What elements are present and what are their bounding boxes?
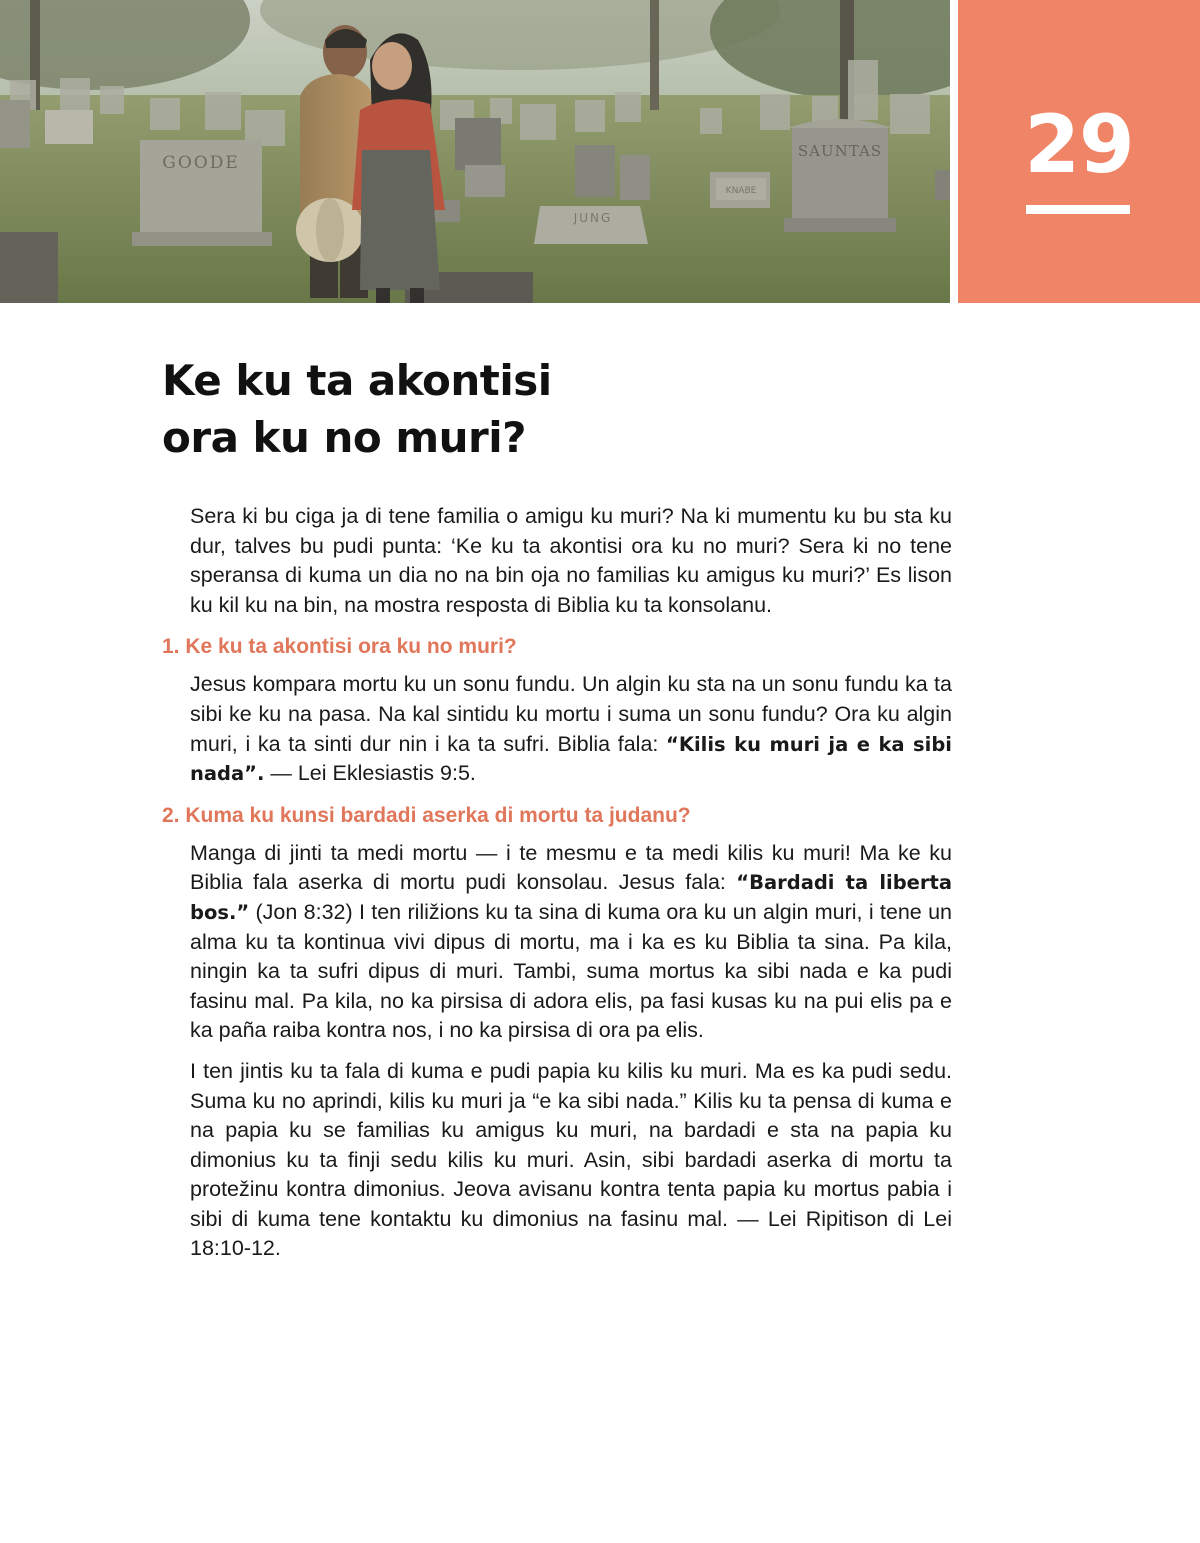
article-body bbox=[162, 502, 952, 1275]
knabe-inscription: KNABE bbox=[725, 186, 757, 196]
section1-quote: “Kilis ku muri ja e ka sibi nada”. bbox=[190, 732, 952, 786]
sauntas-inscription: SAUNTAS bbox=[797, 142, 883, 160]
cemetery-illustration bbox=[0, 0, 950, 303]
intro-paragraph: Sera ki bu ciga ja di tene familia o amigu ku muri? Na ki mumentu ku bu sta ku dur, talves bu pudi punta: ‘Ke ku ta akontisi ora ku no muri? Sera ki no tene speransa di kuma un dia no na bin oja no familias ku amigus ku muri?’ Es lison ku kil ku na bin, na mostra resposta di Biblia ku ta konsolanu. bbox=[190, 504, 952, 617]
page-title-line1: Ke ku ta akontisi bbox=[162, 356, 552, 405]
section1-text-a: Jesus kompara mortu ku un sonu fundu. Un algin ku sta na un sonu fundu ka ta sibi ke ku na pasa. Na kal sintidu ku mortu i suma un sonu fundu? Ora ku algin muri, i ka ta sinti dur nin i ka ta sufri. Biblia fala: bbox=[190, 672, 952, 756]
section2-p1-text-a: Manga di jinti ta medi mortu — i te mesmu e ta medi kilis ku muri! Ma ke ku Biblia fala aserka di mortu pudi konsolau. Jesus fala: bbox=[190, 840, 952, 895]
section2-paragraph1 bbox=[190, 839, 952, 1046]
page-title-line2: ora ku no muri? bbox=[162, 413, 526, 462]
section2-heading: 2. Kuma ku kunsi bardadi aserka di mortu ta judanu? bbox=[162, 803, 691, 827]
page-title bbox=[162, 352, 882, 466]
section1-text-b: — Lei Eklesiastis 9:5. bbox=[264, 761, 476, 786]
goode-inscription: GOODE bbox=[162, 153, 240, 173]
section2-p1-text-b: (Jon 8:32) I ten riližions ku ta sina di kuma ora ku un algin muri, i tene un alma ku ta kontinua vivi dipus di mortu, ma i ka es ku Biblia ta sina. Pa kila, ningin ka ta sufri dipus di muri. Tambi, suma mortus ka sibi nada e ka pudi fasinu mal. Pa kila, no ka pirsisa di adora elis, pa fasi kusas ku na pui elis pa e ka paña raiba kontra nos, i no ka pirsisa di ora pa elis. bbox=[190, 899, 952, 1043]
section1-paragraph bbox=[190, 670, 952, 788]
section2-p1-quote: “Bardadi ta liberta bos.” bbox=[190, 871, 952, 924]
chapter-number: 29 bbox=[1024, 98, 1134, 191]
section2-paragraph2: I ten jintis ku ta fala di kuma e pudi papia ku kilis ku muri. Ma es ka pudi sedu. Suma ku no aprindi, kilis ku muri ja “e ka sibi nada.” Kilis ku ta pensa di kuma e na papia ku se familias ku amigus ku muri, na bardadi e sta na papia ku dimonius ku ta finji sedu kilis ku muri. Asin, sibi bardadi aserka di mortu ta protežinu kontra dimonius. Jeova avisanu kontra tenta papia ku mortus pabia i sibi di kuma tene kontaktu ku dimonius na fasinu mal. — Lei Ripitison di Lei 18:10-12. bbox=[190, 1058, 952, 1261]
chapter-badge bbox=[958, 0, 1200, 303]
jung-inscription: JUNG bbox=[573, 211, 613, 225]
hero-photo bbox=[0, 0, 950, 303]
chapter-underline bbox=[1026, 205, 1130, 214]
section1-heading: 1. Ke ku ta akontisi ora ku no muri? bbox=[162, 635, 517, 659]
